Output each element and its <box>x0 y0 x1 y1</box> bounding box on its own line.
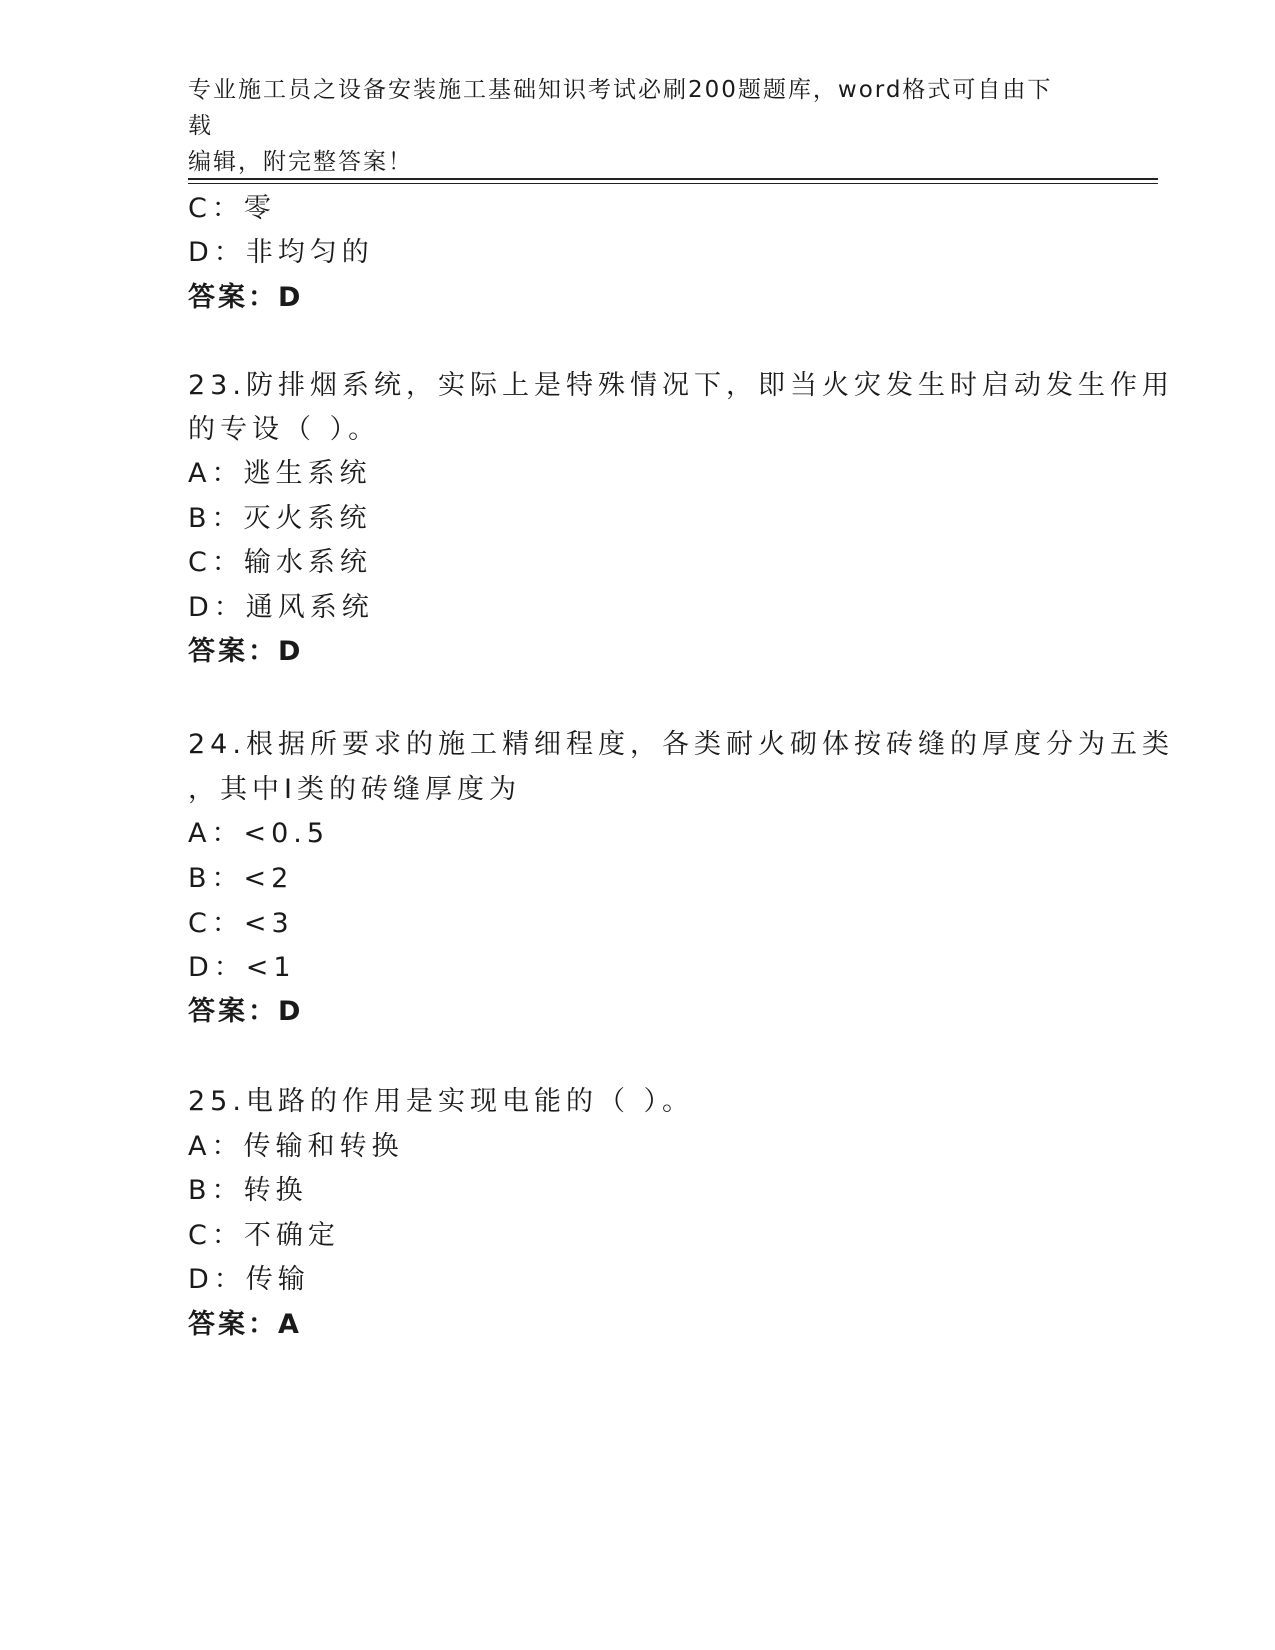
q24-stem-line-2: ，其中Ⅰ类的砖缝厚度为 <box>188 774 521 805</box>
q23-option-a: A：逃生系统 <box>188 458 372 489</box>
header-divider-thick <box>188 178 1158 180</box>
q24-answer: 答案：D <box>188 996 304 1027</box>
q24-option-c: C：<3 <box>188 908 294 939</box>
q22-option-d: D：非均匀的 <box>188 237 374 268</box>
q22-option-c: C：零 <box>188 193 276 224</box>
q23-stem-line-2: 的专设（ ）。 <box>188 414 381 445</box>
document-header <box>188 72 1068 180</box>
header-title-line-1: 专业施工员之设备安装施工基础知识考试必刷200题题库，word格式可自由下载 <box>188 77 1053 139</box>
q25-stem-line-1: 25.电路的作用是实现电能的（ ）。 <box>188 1086 695 1117</box>
q23-answer: 答案：D <box>188 636 304 667</box>
q22-answer: 答案：D <box>188 282 304 313</box>
q23-stem-line-1: 23.防排烟系统，实际上是特殊情况下，即当火灾发生时启动发生作用 <box>188 370 1174 401</box>
q25-answer: 答案：A <box>188 1309 302 1340</box>
q23-option-c: C：输水系统 <box>188 547 372 578</box>
q24-option-a: A：<0.5 <box>188 818 330 849</box>
q25-option-c: C：不确定 <box>188 1220 340 1251</box>
header-title-line-2: 编辑，附完整答案！ <box>188 149 413 175</box>
q25-option-a: A：传输和转换 <box>188 1131 404 1162</box>
header-divider-thin <box>188 183 1158 184</box>
q23-option-b: B：灭火系统 <box>188 503 372 534</box>
q24-option-d: D：<1 <box>188 952 296 983</box>
q24-option-b: B：<2 <box>188 863 294 894</box>
q23-option-d: D：通风系统 <box>188 592 374 623</box>
q25-option-b: B：转换 <box>188 1175 308 1206</box>
q25-option-d: D：传输 <box>188 1264 310 1295</box>
q24-stem-line-1: 24.根据所要求的施工精细程度，各类耐火砌体按砖缝的厚度分为五类 <box>188 729 1174 760</box>
